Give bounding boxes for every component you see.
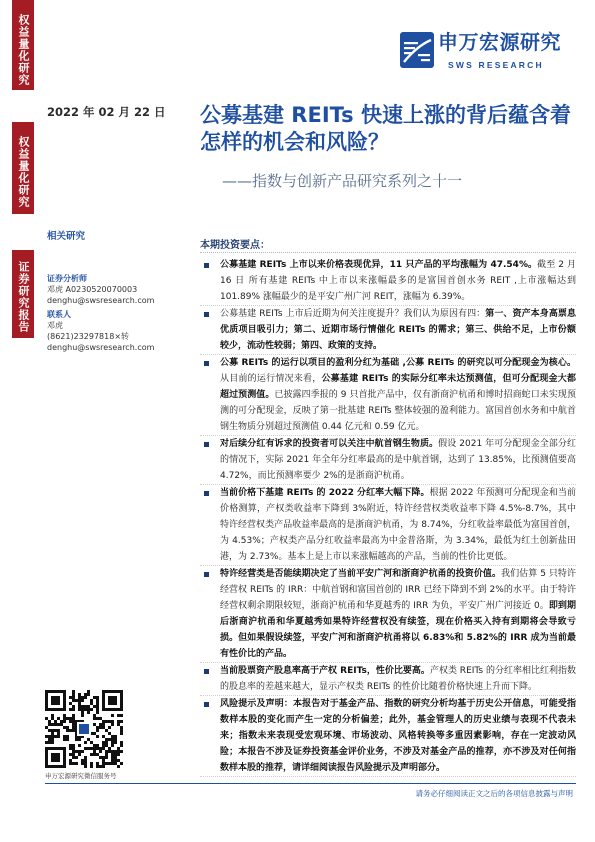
contact-heading: 联系人	[47, 310, 71, 319]
wechat-qr-block	[45, 690, 125, 780]
highlight-text: 产权类 REITs 的分红率相比红利指数的股息率的差越来越大，显示产权类 REITs 的性价比随着价格快速上升而下降。	[220, 666, 576, 692]
highlight-item	[200, 696, 576, 777]
report-title: 公募基建 REITs 快速上涨的背后蕴含着怎样的机会和风险？	[200, 103, 571, 154]
highlight-item	[200, 485, 576, 566]
bullet-square-icon	[204, 263, 209, 268]
highlight-item	[200, 355, 576, 436]
highlight-text-bold: 当前价格下基建 REITs 的 2022 分红率大幅下降。	[220, 488, 430, 498]
sidebar-tab-label: 权益量化研究	[17, 136, 30, 208]
divider	[200, 252, 576, 253]
sidebar-tab-quant-research[interactable]	[12, 0, 34, 90]
related-research-heading[interactable]: 相关研究	[47, 231, 86, 242]
sidebar-tab-label: 权益量化研究	[17, 14, 30, 86]
company-logo	[400, 24, 570, 80]
highlight-text-bold: 公募基建 REITs 上市以来价格表现优异，11 只产品的平均涨幅为 47.54%。	[220, 260, 538, 270]
contact-email[interactable]: denghu@swsresearch.com	[47, 343, 155, 352]
highlight-text-bold: 第一、资产本身高票息优质项目吸引力；第二、近期市场行情催化 REITs 的需求；第三、供给不足，上市份额较少，流动性较弱；第四、政策的支持。	[220, 309, 576, 351]
highlight-text-bold: 公募基建 REITs 的实际分红率未达预测值，但可分配现金大都超过预测值。	[220, 374, 576, 400]
highlight-text: 已披露四季报的 9 只首批产品中，仅有浙商沪杭甬和博时招商蛇口未实现预测的可分配现金，反映了第一批基建 REITs 整体较强的盈利能力。富国首创水务和中航首钢生物质分别超过预测值 0.44 亿元和 0.59 亿元。	[220, 390, 576, 432]
logo-name-en: SWS RESEARCH	[448, 60, 544, 70]
highlight-text: 从目前的运行情况来看，	[220, 374, 322, 384]
highlights-heading: 本期投资要点：	[200, 240, 270, 251]
bullet-square-icon	[204, 572, 209, 577]
sidebar-tab-securities-report[interactable]	[12, 250, 34, 338]
highlight-item	[200, 566, 576, 663]
bullet-square-icon	[204, 442, 209, 447]
logo-name-cn: 申万宏源研究	[438, 30, 561, 54]
highlight-text-bold: 对后续分红有诉求的投资者可以关注中航首钢生物质。	[220, 439, 439, 449]
author-panel	[47, 231, 197, 353]
highlight-text: 我们估算 5 只特许经营权 REITs 的 IRR：中航首钢和富国首创的 IRR 已经下降到不到 2%的水平。由于特许经营权剩余期限较短，浙商沪杭甬和华夏越秀的 IRR 为负，平安广州广河接近 0。	[220, 569, 576, 611]
bullet-square-icon	[204, 361, 209, 366]
contact-name: 邓虎	[47, 321, 63, 330]
highlight-text: 根据 2022 年预测可分配现金和当前价格测算，产权类收益率下降到 3%附近，特许经营权类收益率下降 4.5%-8.7%，其中特许经营权类产品收益率最高的是浙商沪杭甬，为 8.74%，分红收益率最低为富国首创，为 4.53%；产权类产品分红收益率最高为中金普洛斯，为 3.34%，最低为红土创新盐田港，为 2.73%。基本上是上市以来涨幅越高的产品，当前的性价比更低。	[220, 488, 576, 562]
highlight-item	[200, 306, 576, 355]
sidebar-tab-quant-research-2[interactable]	[12, 122, 34, 214]
highlight-item	[200, 257, 576, 306]
bullet-square-icon	[204, 491, 209, 496]
sws-emblem-icon	[400, 32, 434, 68]
report-date: 2022 年 02 月 22 日	[47, 105, 166, 119]
highlight-text-bold: 即到期后浙商沪杭甬和华夏越秀如果特许经营权没有续签，现在价格买入持有到期将会导致亏损。但如果假设续签，平安广河和浙商沪杭甬将以 6.83%和 5.82%的 IRR 成为当前最有性价比的产品。	[220, 601, 576, 659]
analyst-email[interactable]: denghu@swsresearch.com	[47, 296, 155, 305]
analyst-name: 邓虎 A0230520070003	[47, 285, 138, 294]
bullet-square-icon	[204, 669, 209, 674]
sidebar-tab-label: 证券研究报告	[17, 261, 30, 333]
bullet-square-icon	[204, 312, 209, 317]
footer-divider	[45, 783, 576, 784]
highlight-text-bold: 公募 REITs 的运行以项目的盈利分红为基础 ,公募 REITs 的研究以可分配现金为核心。	[220, 358, 576, 368]
report-subtitle: ——指数与创新产品研究系列之十一	[222, 172, 463, 190]
highlight-text-bold: 风险提示及声明：本报告对于基金产品、指数的研究分析均基于历史公开信息，可能受指数样本股的变化而产生一定的分析偏差；此外，基金管理人的历史业绩与表现不代表未来；指数未来表现受宏观环境、市场波动、风格转换等多重因素影响，存在一定波动风险；本报告不涉及证券投资基金评价业务，不涉及对基金产品的推荐，亦不涉及对任何指数样本股的推荐，请详细阅读报告风险提示及声明部分。	[220, 699, 576, 773]
highlights-list	[200, 257, 576, 777]
footer-disclaimer: 请务必仔细阅读正文之后的各项信息披露与声明	[415, 789, 573, 798]
qr-code-image	[45, 690, 123, 768]
highlight-item	[200, 663, 576, 696]
qr-caption: 申万宏源研究微信服务号	[45, 772, 117, 780]
analyst-heading: 证券分析师	[47, 274, 87, 283]
bullet-square-icon	[204, 702, 209, 707]
highlight-item	[200, 436, 576, 485]
highlight-text: 截至 2 月 16 日 所有基建 REITs 中上市以来涨幅最多的是富国首创水务 REIT ,上市涨幅达到 101.89% 涨幅最少的是平安广州广河 REIT，涨幅为 6.39%。	[220, 260, 576, 302]
highlight-text: 假设 2021 年可分配现金全部分红的情况下，实际 2021 年全年分红率最高的是中航首钢，达到了 13.85%，比预测值要高 4.72%，而比预测率要少 2%的是浙商沪杭甬。	[220, 439, 576, 481]
highlight-text-bold: 特许经营类是否能续期决定了当前平安广河和浙商沪杭甬的投资价值。	[220, 569, 502, 579]
highlight-text-bold: 当前股票资产股息率高于产权 REITs，性价比要高。	[220, 666, 430, 676]
contact-phone: (8621)23297818×转	[47, 332, 130, 341]
highlight-text: 公募基建 REITs 上市后近期为何关注度提升？我们认为原因有四：	[220, 309, 486, 319]
